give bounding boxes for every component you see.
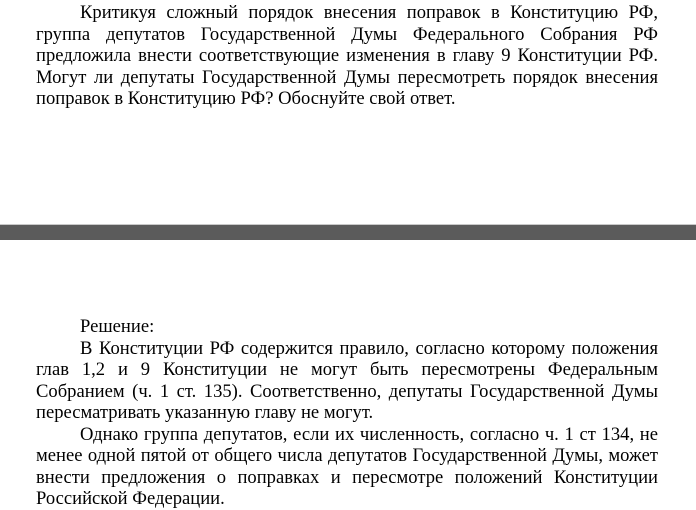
solution-heading: Решение: — [80, 316, 155, 337]
document-page-top — [0, 0, 696, 224]
solution-paragraph-2: Однако группа депутатов, если их численность, согласно ч. 1 ст 134, не менее одной пятой от общего числа депутатов Государственной Думы, может внести предложения о поправках и пересмотре положений Конституции Российской Федерации. — [36, 423, 658, 509]
solution-paragraph-1: В Конституции РФ содержится правило, согласно которому положения глав 1,2 и 9 Конституции не могут быть пересмотрены Федеральным Собранием (ч. 1 ст. 135). Соответственно, депутаты Государственной Думы пересматривать указанную главу не могут. — [36, 337, 658, 423]
document-page-bottom — [0, 240, 696, 509]
page-separator — [0, 224, 696, 240]
task-text-block — [36, 2, 658, 110]
task-question-paragraph: Критикуя сложный порядок внесения поправок в Конституцию РФ, группа депутатов Государственной Думы Федерального Собрания РФ предложила внести соответствующие изменения в главу 9 Конституции РФ. Могут ли депутаты Государственной Думы пересмотреть порядок внесения поправок в Конституцию РФ? Обоснуйте свой ответ. — [36, 2, 658, 109]
solution-text-block — [36, 316, 658, 510]
